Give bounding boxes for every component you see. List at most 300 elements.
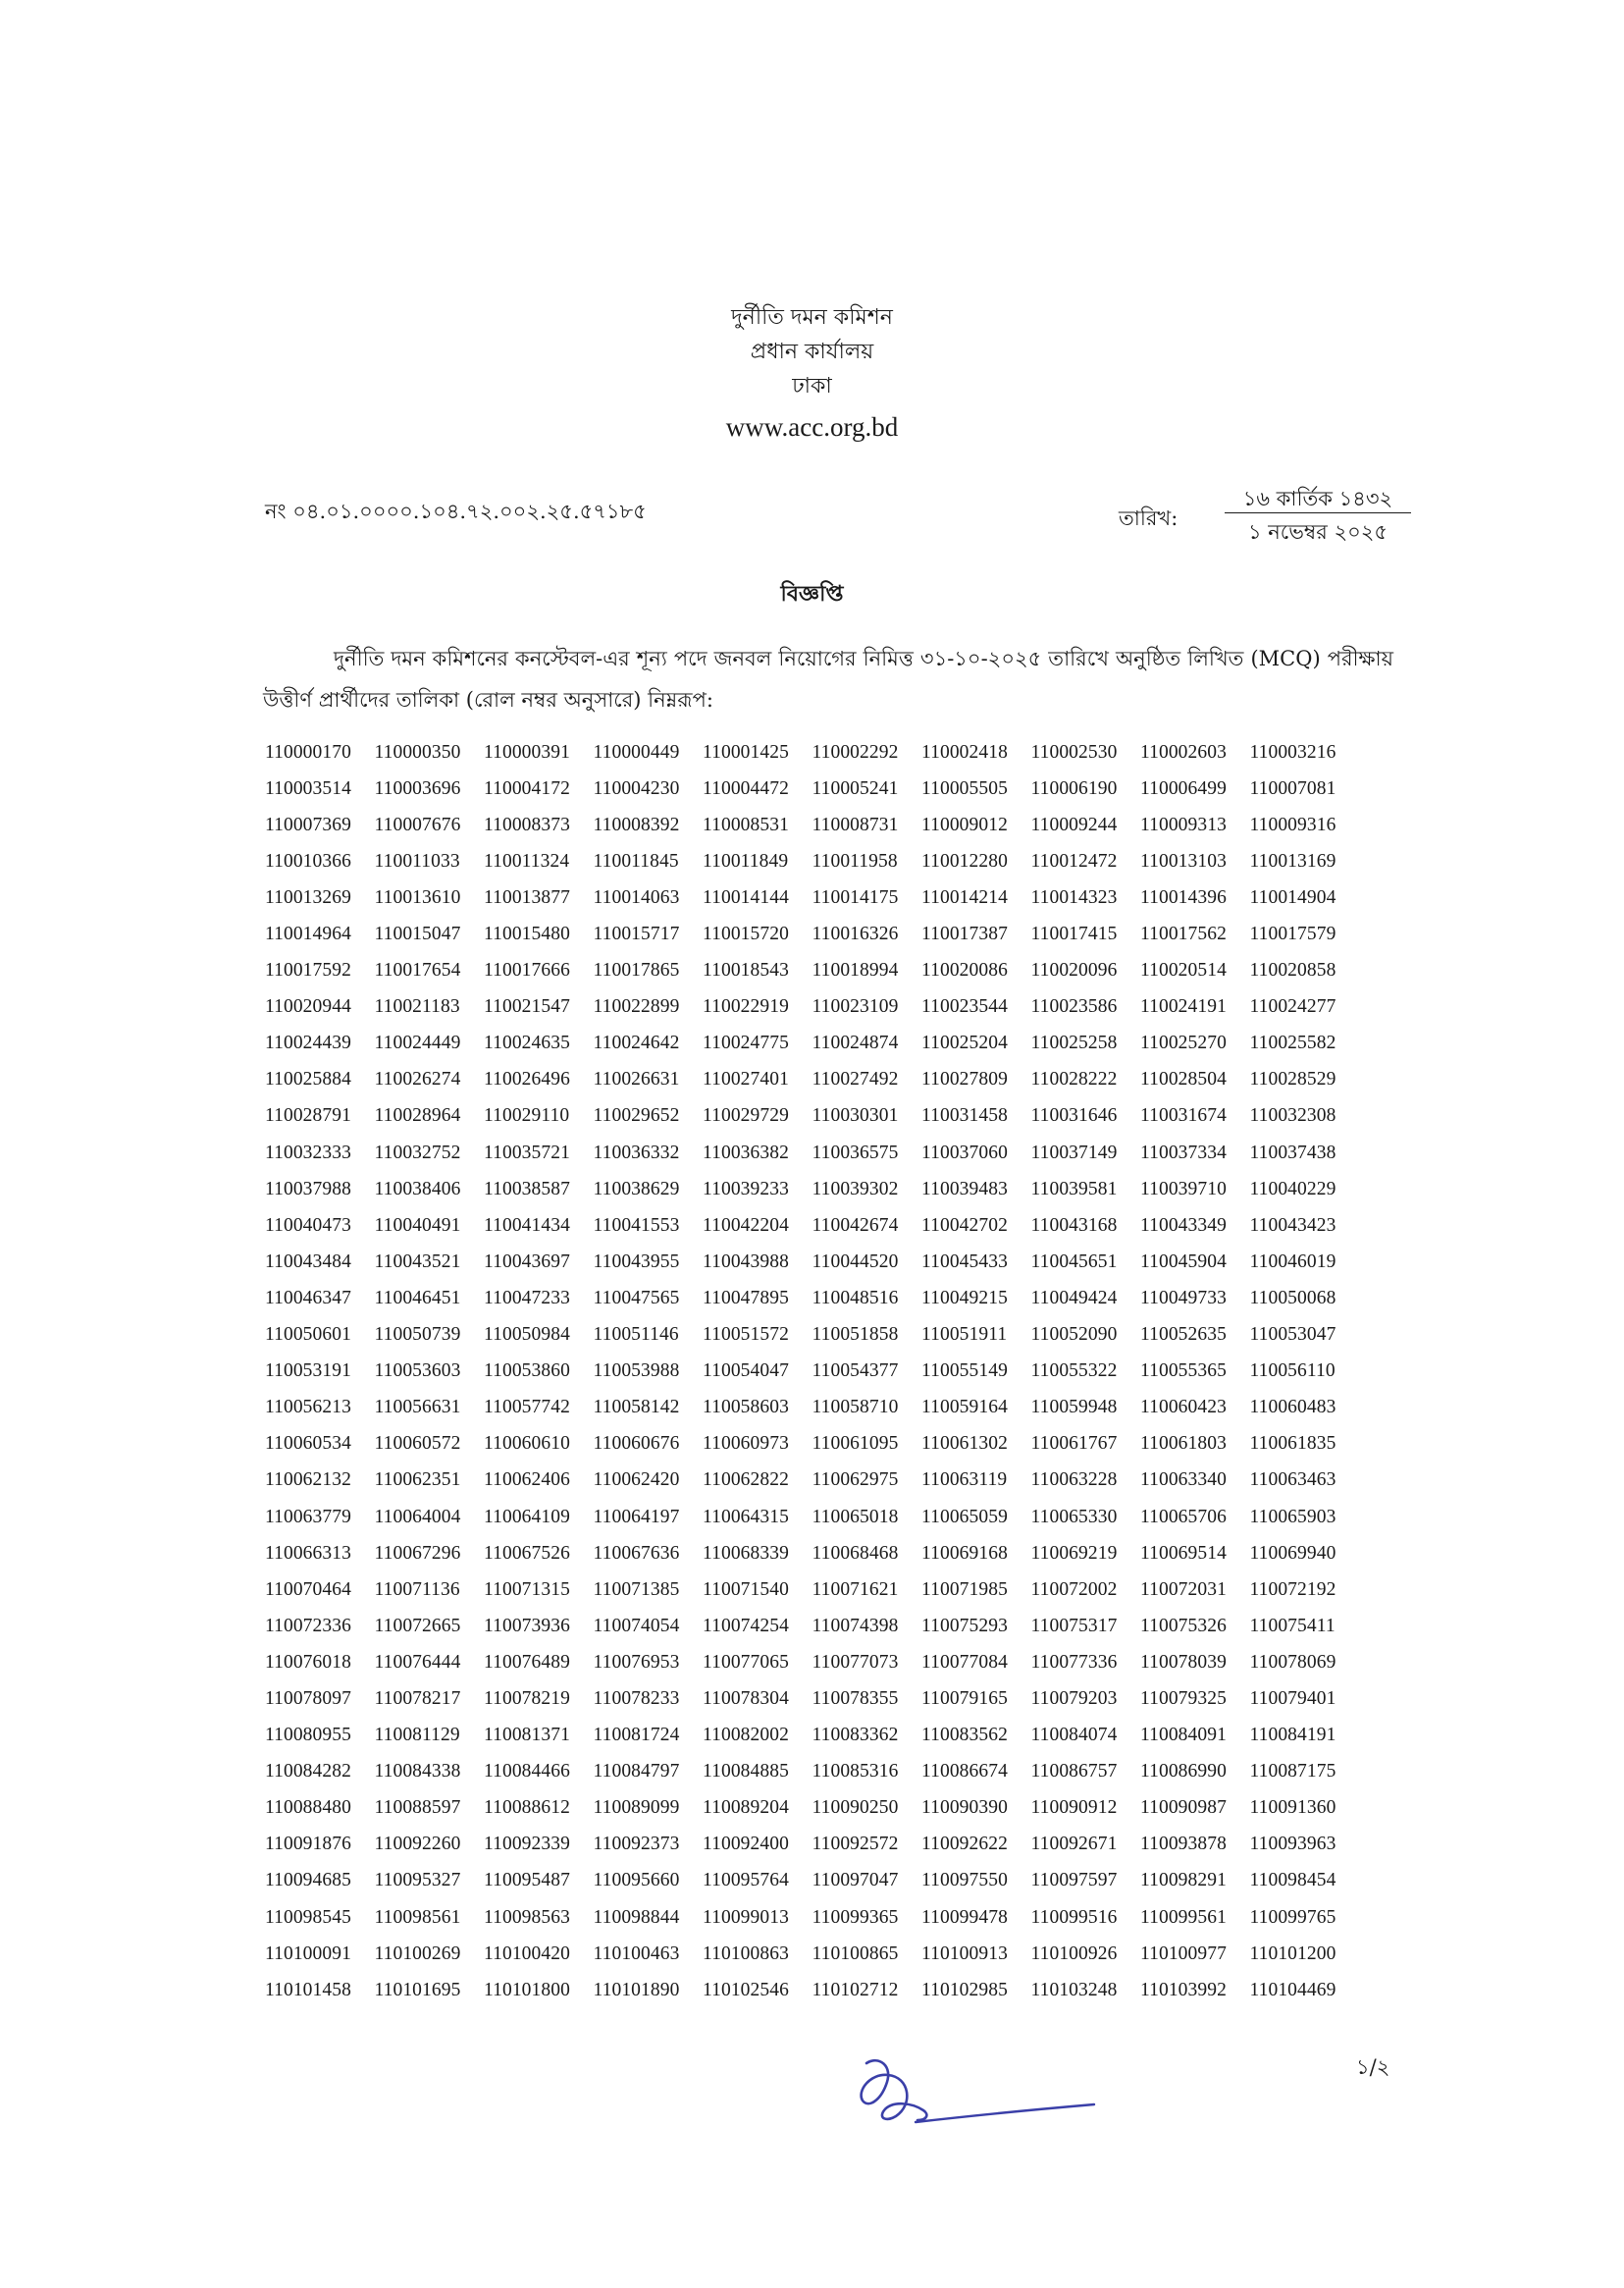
roll-number: 110088612 xyxy=(484,1797,570,1819)
roll-number: 110060676 xyxy=(593,1433,680,1455)
roll-number: 110011845 xyxy=(593,850,679,872)
roll-number: 110015047 xyxy=(374,924,461,945)
roll-number: 110014214 xyxy=(921,886,1008,908)
roll-number: 110099013 xyxy=(703,1906,789,1928)
roll-number: 110103248 xyxy=(1030,1979,1118,2000)
roll-number: 110084191 xyxy=(1249,1725,1336,1746)
roll-number: 110006499 xyxy=(1140,777,1227,799)
roll-number: 110100420 xyxy=(484,1942,570,1964)
roll-number: 110024191 xyxy=(1140,996,1227,1018)
roll-number: 110078219 xyxy=(484,1687,570,1709)
roll-number: 110024277 xyxy=(1249,996,1336,1018)
roll-number: 110060973 xyxy=(703,1433,789,1455)
roll-number: 110065018 xyxy=(812,1506,899,1527)
roll-number: 110072192 xyxy=(1249,1578,1336,1600)
roll-number: 110067526 xyxy=(484,1542,570,1564)
roll-number: 110057742 xyxy=(484,1397,570,1418)
roll-number: 110006190 xyxy=(1030,777,1118,799)
roll-number: 110092572 xyxy=(812,1834,899,1855)
roll-number: 110064004 xyxy=(374,1506,461,1527)
roll-number: 110100863 xyxy=(703,1942,789,1964)
roll-number: 110100977 xyxy=(1140,1942,1227,1964)
roll-number: 110072665 xyxy=(374,1615,461,1636)
roll-number: 110043484 xyxy=(265,1250,351,1272)
roll-number: 110084797 xyxy=(593,1761,680,1783)
roll-number: 110061095 xyxy=(812,1433,899,1455)
roll-number: 110063119 xyxy=(921,1469,1008,1491)
roll-number: 110020858 xyxy=(1249,960,1336,982)
roll-number: 110101890 xyxy=(593,1979,680,2000)
roll-number: 110098291 xyxy=(1140,1870,1227,1891)
roll-number: 110004172 xyxy=(484,777,570,799)
roll-number: 110083362 xyxy=(812,1725,899,1746)
roll-number: 110024642 xyxy=(593,1033,680,1054)
roll-number: 110032308 xyxy=(1249,1105,1336,1127)
roll-number: 110101200 xyxy=(1249,1942,1336,1964)
roll-number: 110047233 xyxy=(484,1287,570,1308)
roll-number: 110074398 xyxy=(812,1615,899,1636)
roll-number: 110036332 xyxy=(593,1142,680,1163)
roll-number: 110088597 xyxy=(374,1797,461,1819)
roll-number: 110091360 xyxy=(1249,1797,1336,1819)
roll-row xyxy=(265,1644,1403,1680)
roll-number: 110031674 xyxy=(1140,1105,1227,1127)
roll-number: 110080955 xyxy=(265,1725,351,1746)
roll-number: 110004230 xyxy=(593,777,680,799)
roll-row xyxy=(265,1827,1403,1863)
roll-number: 110053988 xyxy=(593,1360,680,1382)
roll-number: 110081129 xyxy=(374,1725,460,1746)
roll-row xyxy=(265,953,1403,989)
roll-number: 110070464 xyxy=(265,1578,351,1600)
roll-number: 110000391 xyxy=(484,741,570,763)
roll-number: 110090987 xyxy=(1140,1797,1227,1819)
roll-number: 110028222 xyxy=(1030,1069,1118,1091)
roll-number: 110095327 xyxy=(374,1870,461,1891)
roll-number: 110087175 xyxy=(1249,1761,1336,1783)
roll-number: 110084338 xyxy=(374,1761,461,1783)
roll-number: 110082002 xyxy=(703,1725,789,1746)
roll-number: 110060610 xyxy=(484,1433,570,1455)
roll-number: 110084091 xyxy=(1140,1725,1227,1746)
roll-row xyxy=(265,1354,1403,1390)
roll-number: 110077084 xyxy=(921,1651,1008,1673)
roll-number: 110039581 xyxy=(1030,1178,1118,1199)
roll-number: 110061767 xyxy=(1030,1433,1118,1455)
roll-number: 110100913 xyxy=(921,1942,1008,1964)
roll-number: 110011324 xyxy=(484,850,570,872)
roll-row xyxy=(265,1571,1403,1608)
roll-number: 110037988 xyxy=(265,1178,351,1199)
roll-number: 110065706 xyxy=(1140,1506,1227,1527)
roll-number: 110037334 xyxy=(1140,1142,1227,1163)
roll-number: 110024635 xyxy=(484,1033,570,1054)
roll-number: 110071385 xyxy=(593,1578,680,1600)
roll-row xyxy=(265,843,1403,879)
roll-number: 110045651 xyxy=(1030,1250,1118,1272)
roll-number: 110017865 xyxy=(593,960,680,982)
roll-row xyxy=(265,1608,1403,1644)
roll-number: 110010366 xyxy=(265,850,351,872)
roll-number: 110069514 xyxy=(1140,1542,1227,1564)
roll-number: 110013169 xyxy=(1249,850,1336,872)
roll-number: 110068468 xyxy=(812,1542,899,1564)
roll-number: 110078355 xyxy=(812,1687,899,1709)
roll-number: 110008731 xyxy=(812,814,899,835)
roll-number: 110086674 xyxy=(921,1761,1008,1783)
roll-number: 110056631 xyxy=(374,1397,461,1418)
roll-number: 110016326 xyxy=(812,924,899,945)
roll-number: 110066313 xyxy=(265,1542,351,1564)
office-name: প্রধান কার্যালয় xyxy=(750,340,874,364)
roll-number: 110098561 xyxy=(374,1906,461,1928)
roll-number: 110043521 xyxy=(374,1250,461,1272)
roll-number: 110069168 xyxy=(921,1542,1008,1564)
roll-number: 110027809 xyxy=(921,1069,1008,1091)
roll-number: 110053603 xyxy=(374,1360,461,1382)
roll-number: 110017562 xyxy=(1140,924,1227,945)
roll-number: 110012280 xyxy=(921,850,1008,872)
roll-number: 110011849 xyxy=(703,850,789,872)
roll-number: 110025258 xyxy=(1030,1033,1118,1054)
roll-number: 110028964 xyxy=(374,1105,461,1127)
roll-number: 110046347 xyxy=(265,1287,351,1308)
roll-number: 110062975 xyxy=(812,1469,899,1491)
roll-number: 110012472 xyxy=(1030,850,1118,872)
roll-number: 110068339 xyxy=(703,1542,789,1564)
roll-number: 110099516 xyxy=(1030,1906,1118,1928)
roll-number: 110060483 xyxy=(1249,1397,1336,1418)
roll-number: 110051858 xyxy=(812,1324,899,1346)
memo-number: নং ০৪.০১.০০০০.১০৪.৭২.০০২.২৫.৫৭১৮৫ xyxy=(265,500,647,523)
roll-number: 110093963 xyxy=(1249,1834,1336,1855)
roll-number: 110077073 xyxy=(812,1651,899,1673)
roll-number: 110100091 xyxy=(265,1942,351,1964)
roll-number: 110089204 xyxy=(703,1797,789,1819)
roll-number: 110023544 xyxy=(921,996,1008,1018)
roll-number: 110095487 xyxy=(484,1870,570,1891)
roll-number: 110038629 xyxy=(593,1178,680,1199)
roll-number: 110101458 xyxy=(265,1979,351,2000)
roll-number: 110014144 xyxy=(703,886,789,908)
roll-number: 110075411 xyxy=(1249,1615,1336,1636)
roll-number: 110009316 xyxy=(1249,814,1336,835)
roll-row xyxy=(265,1317,1403,1354)
roll-row xyxy=(265,1790,1403,1827)
roll-row xyxy=(265,916,1403,952)
roll-number: 110026631 xyxy=(593,1069,680,1091)
roll-number: 110035721 xyxy=(484,1142,570,1163)
roll-number: 110028529 xyxy=(1249,1069,1336,1091)
roll-number: 110072031 xyxy=(1140,1578,1227,1600)
roll-number: 110007081 xyxy=(1249,777,1336,799)
roll-number: 110098563 xyxy=(484,1906,570,1928)
roll-number: 110009244 xyxy=(1030,814,1118,835)
roll-number: 110077065 xyxy=(703,1651,789,1673)
roll-number: 110077336 xyxy=(1030,1651,1118,1673)
roll-number: 110090912 xyxy=(1030,1797,1118,1819)
roll-number: 110041434 xyxy=(484,1214,570,1236)
roll-number: 110014964 xyxy=(265,924,351,945)
roll-number: 110091876 xyxy=(265,1834,351,1855)
roll-number: 110053191 xyxy=(265,1360,351,1382)
roll-number: 110017592 xyxy=(265,960,351,982)
roll-number: 110076489 xyxy=(484,1651,570,1673)
roll-row xyxy=(265,1972,1403,2008)
roll-number: 110102712 xyxy=(812,1979,899,2000)
roll-number: 110095764 xyxy=(703,1870,789,1891)
letterhead xyxy=(0,300,1624,449)
roll-number: 110013103 xyxy=(1140,850,1227,872)
roll-number: 110020096 xyxy=(1030,960,1118,982)
roll-number: 110018994 xyxy=(812,960,899,982)
roll-row xyxy=(265,1680,1403,1717)
roll-number: 110092622 xyxy=(921,1834,1008,1855)
roll-number: 110003514 xyxy=(265,777,351,799)
roll-number: 110043349 xyxy=(1140,1214,1227,1236)
roll-number: 110003216 xyxy=(1249,741,1336,763)
roll-number: 110050984 xyxy=(484,1324,570,1346)
roll-number: 110027401 xyxy=(703,1069,789,1091)
roll-row xyxy=(265,1426,1403,1463)
roll-number: 110054377 xyxy=(812,1360,899,1382)
roll-number: 110022919 xyxy=(703,996,789,1018)
roll-number: 110059948 xyxy=(1030,1397,1118,1418)
roll-number: 110060572 xyxy=(374,1433,461,1455)
roll-number: 110071985 xyxy=(921,1578,1008,1600)
roll-number: 110039710 xyxy=(1140,1178,1227,1199)
roll-number: 110102985 xyxy=(921,1979,1008,2000)
roll-number: 110078039 xyxy=(1140,1651,1227,1673)
roll-number: 110098844 xyxy=(593,1906,680,1928)
roll-number: 110040491 xyxy=(374,1214,461,1236)
roll-number: 110071315 xyxy=(484,1578,570,1600)
roll-number: 110104469 xyxy=(1249,1979,1336,2000)
roll-number: 110051572 xyxy=(703,1324,789,1346)
roll-number: 110067296 xyxy=(374,1542,461,1564)
roll-number: 110025204 xyxy=(921,1033,1008,1054)
roll-number: 110046451 xyxy=(374,1287,461,1308)
roll-number: 110051911 xyxy=(921,1324,1008,1346)
roll-number: 110062132 xyxy=(265,1469,351,1491)
roll-number: 110058142 xyxy=(593,1397,680,1418)
roll-number: 110058603 xyxy=(703,1397,789,1418)
roll-number: 110062351 xyxy=(374,1469,461,1491)
roll-number: 110024874 xyxy=(812,1033,899,1054)
date-block xyxy=(1119,483,1413,542)
roll-number: 110000170 xyxy=(265,741,351,763)
roll-number: 110029110 xyxy=(484,1105,570,1127)
roll-number: 110022899 xyxy=(593,996,680,1018)
roll-number: 110041553 xyxy=(593,1214,680,1236)
roll-number: 110043423 xyxy=(1249,1214,1336,1236)
roll-row xyxy=(265,1718,1403,1754)
roll-number: 110090390 xyxy=(921,1797,1008,1819)
roll-number: 110074254 xyxy=(703,1615,789,1636)
roll-number: 110069940 xyxy=(1249,1542,1336,1564)
roll-number: 110025270 xyxy=(1140,1033,1227,1054)
roll-number: 110005505 xyxy=(921,777,1008,799)
roll-number: 110040229 xyxy=(1249,1178,1336,1199)
roll-row xyxy=(265,1499,1403,1535)
roll-number: 110078233 xyxy=(593,1687,680,1709)
roll-number: 110053860 xyxy=(484,1360,570,1382)
roll-row xyxy=(265,1463,1403,1499)
roll-number: 110071136 xyxy=(374,1578,460,1600)
roll-number: 110043168 xyxy=(1030,1214,1118,1236)
roll-number: 110013269 xyxy=(265,886,351,908)
roll-number: 110030301 xyxy=(812,1105,899,1127)
roll-number: 110007369 xyxy=(265,814,351,835)
roll-row xyxy=(265,1390,1403,1426)
roll-number: 110020944 xyxy=(265,996,351,1018)
roll-number: 110025582 xyxy=(1249,1033,1336,1054)
roll-number: 110039233 xyxy=(703,1178,789,1199)
roll-number: 110020514 xyxy=(1140,960,1227,982)
roll-number: 110028504 xyxy=(1140,1069,1227,1091)
roll-number: 110049215 xyxy=(921,1287,1008,1308)
roll-number: 110099561 xyxy=(1140,1906,1227,1928)
roll-number: 110085316 xyxy=(812,1761,899,1783)
roll-number: 110014175 xyxy=(812,886,899,908)
roll-number: 110032333 xyxy=(265,1142,351,1163)
roll-number: 110027492 xyxy=(812,1069,899,1091)
roll-number: 110064315 xyxy=(703,1506,789,1527)
roll-number: 110017579 xyxy=(1249,924,1336,945)
roll-number: 110101800 xyxy=(484,1979,570,2000)
roll-number: 110043988 xyxy=(703,1250,789,1272)
notice-title: বিজ্ঞপ্তি xyxy=(780,581,844,607)
roll-number: 110065059 xyxy=(921,1506,1008,1527)
roll-number: 110055322 xyxy=(1030,1360,1118,1382)
page-number: ১/২ xyxy=(1356,2055,1390,2079)
roll-number: 110097550 xyxy=(921,1870,1008,1891)
roll-number: 110055365 xyxy=(1140,1360,1227,1382)
roll-row xyxy=(265,1135,1403,1171)
roll-number: 110099365 xyxy=(812,1906,899,1928)
roll-number: 110075326 xyxy=(1140,1615,1227,1636)
roll-row xyxy=(265,1171,1403,1207)
roll-number: 110050739 xyxy=(374,1324,461,1346)
roll-number: 110079325 xyxy=(1140,1687,1227,1709)
roll-number: 110089099 xyxy=(593,1797,680,1819)
roll-number: 110063228 xyxy=(1030,1469,1118,1491)
roll-number: 110048516 xyxy=(812,1287,899,1308)
roll-number: 110100463 xyxy=(593,1942,680,1964)
date-gregorian: ১ নভেম্বর ২০২৫ xyxy=(1247,520,1388,544)
roll-number: 110065330 xyxy=(1030,1506,1118,1527)
roll-number: 110026274 xyxy=(374,1069,461,1091)
roll-number: 110042674 xyxy=(812,1214,899,1236)
roll-number: 110017387 xyxy=(921,924,1008,945)
roll-number: 110037149 xyxy=(1030,1142,1118,1163)
roll-number: 110031646 xyxy=(1030,1105,1118,1127)
roll-number: 110074054 xyxy=(593,1615,680,1636)
roll-number: 110097597 xyxy=(1030,1870,1118,1891)
roll-number: 110088480 xyxy=(265,1797,351,1819)
roll-number: 110054047 xyxy=(703,1360,789,1382)
roll-number: 110008531 xyxy=(703,814,789,835)
roll-number: 110099478 xyxy=(921,1906,1008,1928)
roll-number: 110049733 xyxy=(1140,1287,1227,1308)
roll-number: 110025884 xyxy=(265,1069,351,1091)
roll-number: 110021183 xyxy=(374,996,460,1018)
roll-number: 110014323 xyxy=(1030,886,1118,908)
roll-number: 110011958 xyxy=(812,850,898,872)
roll-number: 110042702 xyxy=(921,1214,1008,1236)
roll-number: 110086990 xyxy=(1140,1761,1227,1783)
roll-row xyxy=(265,1754,1403,1790)
roll-number: 110062406 xyxy=(484,1469,570,1491)
roll-number: 110052090 xyxy=(1030,1324,1118,1346)
roll-number: 110031458 xyxy=(921,1105,1008,1127)
roll-number: 110040473 xyxy=(265,1214,351,1236)
roll-number: 110045433 xyxy=(921,1250,1008,1272)
roll-number: 110009313 xyxy=(1140,814,1227,835)
roll-row xyxy=(265,1026,1403,1062)
roll-number: 110093878 xyxy=(1140,1834,1227,1855)
roll-number: 110029652 xyxy=(593,1105,680,1127)
roll-number: 110024775 xyxy=(703,1033,789,1054)
roll-number: 110018543 xyxy=(703,960,789,982)
roll-number: 110076953 xyxy=(593,1651,680,1673)
roll-number: 110084282 xyxy=(265,1761,351,1783)
roll-number: 110036575 xyxy=(812,1142,899,1163)
roll-number: 110092671 xyxy=(1030,1834,1118,1855)
roll-number: 110021547 xyxy=(484,996,570,1018)
roll-number: 110015720 xyxy=(703,924,789,945)
roll-number: 110042204 xyxy=(703,1214,789,1236)
roll-number: 110073936 xyxy=(484,1615,570,1636)
roll-number: 110050601 xyxy=(265,1324,351,1346)
roll-number: 110001425 xyxy=(703,741,789,763)
roll-number: 110078069 xyxy=(1249,1651,1336,1673)
roll-number: 110026496 xyxy=(484,1069,570,1091)
roll-number: 110017415 xyxy=(1030,924,1118,945)
roll-row xyxy=(265,1280,1403,1316)
roll-number: 110071540 xyxy=(703,1578,789,1600)
roll-number: 110023109 xyxy=(812,996,899,1018)
roll-number: 110015480 xyxy=(484,924,570,945)
roll-number: 110039483 xyxy=(921,1178,1008,1199)
roll-number: 110103992 xyxy=(1140,1979,1227,2000)
roll-number: 110094685 xyxy=(265,1870,351,1891)
roll-number: 110065903 xyxy=(1249,1506,1336,1527)
roll-number: 110075293 xyxy=(921,1615,1008,1636)
roll-number: 110083562 xyxy=(921,1725,1008,1746)
roll-number: 110005241 xyxy=(812,777,899,799)
city-name: ঢাকা xyxy=(792,374,832,399)
roll-number: 110028791 xyxy=(265,1105,351,1127)
roll-row xyxy=(265,879,1403,916)
roll-number: 110086757 xyxy=(1030,1761,1118,1783)
roll-number: 110024439 xyxy=(265,1033,351,1054)
roll-number: 110008392 xyxy=(593,814,680,835)
roll-number: 110061835 xyxy=(1249,1433,1336,1455)
roll-number: 110090250 xyxy=(812,1797,899,1819)
roll-number: 110014904 xyxy=(1249,886,1336,908)
roll-number: 110081724 xyxy=(593,1725,680,1746)
roll-number: 110000449 xyxy=(593,741,680,763)
roll-number: 110095660 xyxy=(593,1870,680,1891)
roll-number: 110061302 xyxy=(921,1433,1008,1455)
roll-number: 110092400 xyxy=(703,1834,789,1855)
roll-number: 110003696 xyxy=(374,777,461,799)
roll-number: 110079401 xyxy=(1249,1687,1336,1709)
roll-number: 110004472 xyxy=(703,777,789,799)
roll-number: 110020086 xyxy=(921,960,1008,982)
roll-number: 110092260 xyxy=(374,1834,461,1855)
